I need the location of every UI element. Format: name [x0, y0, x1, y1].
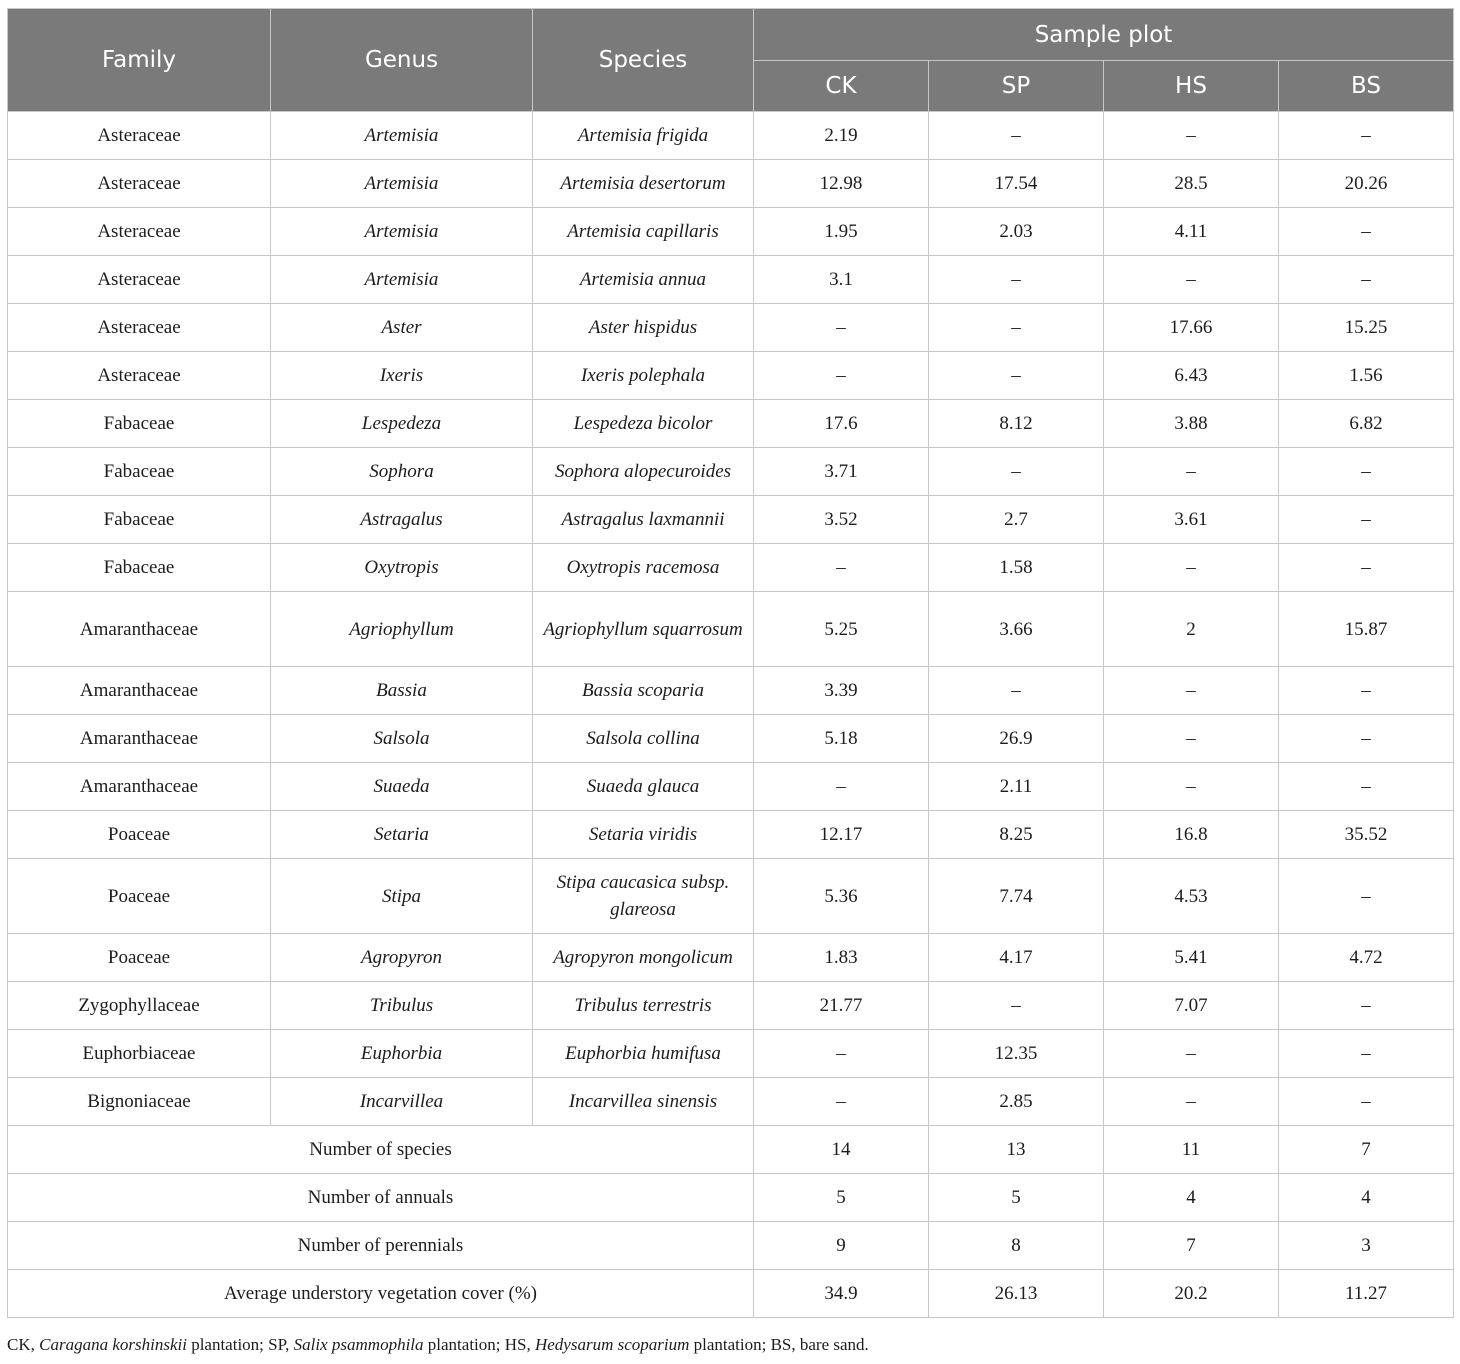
summary-label: Average understory vegetation cover (%) — [8, 1270, 754, 1318]
cell-species: Aster hispidus — [533, 304, 754, 352]
table-row — [8, 667, 1454, 715]
cell-genus: Bassia — [271, 667, 533, 715]
cell-hs: 4.11 — [1104, 208, 1279, 256]
cell-genus: Setaria — [271, 811, 533, 859]
cell-species: Agropyron mongolicum — [533, 934, 754, 982]
cell-bs: – — [1279, 715, 1454, 763]
table-row — [8, 112, 1454, 160]
cell-ck: 3.52 — [754, 496, 929, 544]
cell-species: Tribulus terrestris — [533, 982, 754, 1030]
cell-ck: 17.6 — [754, 400, 929, 448]
cell-species: Bassia scoparia — [533, 667, 754, 715]
cell-family: Fabaceae — [8, 496, 271, 544]
cell-species: Sophora alopecuroides — [533, 448, 754, 496]
cell-bs: – — [1279, 763, 1454, 811]
cell-sp: – — [929, 112, 1104, 160]
header-plot-ck: CK — [754, 61, 929, 112]
cell-sp: 2.85 — [929, 1078, 1104, 1126]
cell-family: Fabaceae — [8, 544, 271, 592]
cell-sp: 7.74 — [929, 859, 1104, 934]
cell-family: Poaceae — [8, 859, 271, 934]
cell-family: Asteraceae — [8, 208, 271, 256]
cell-sp: – — [929, 982, 1104, 1030]
summary-cell-sp: 13 — [929, 1126, 1104, 1174]
cell-genus: Artemisia — [271, 256, 533, 304]
cell-bs: – — [1279, 544, 1454, 592]
table-row — [8, 982, 1454, 1030]
cell-sp: 12.35 — [929, 1030, 1104, 1078]
cell-ck: – — [754, 763, 929, 811]
cell-genus: Salsola — [271, 715, 533, 763]
table-row — [8, 811, 1454, 859]
cell-ck: 3.39 — [754, 667, 929, 715]
cell-genus: Incarvillea — [271, 1078, 533, 1126]
cell-ck: 21.77 — [754, 982, 929, 1030]
header-plot-sp: SP — [929, 61, 1104, 112]
table-row — [8, 859, 1454, 934]
cell-hs: 6.43 — [1104, 352, 1279, 400]
cell-hs: – — [1104, 667, 1279, 715]
cell-hs: 7.07 — [1104, 982, 1279, 1030]
table-row — [8, 1030, 1454, 1078]
cell-species: Artemisia desertorum — [533, 160, 754, 208]
cell-genus: Euphorbia — [271, 1030, 533, 1078]
footnote-sp-species: Salix psammophila — [293, 1335, 424, 1354]
summary-cell-bs: 4 — [1279, 1174, 1454, 1222]
summary-row — [8, 1174, 1454, 1222]
cell-bs: – — [1279, 1078, 1454, 1126]
cell-genus: Tribulus — [271, 982, 533, 1030]
cell-bs: – — [1279, 256, 1454, 304]
cell-bs: – — [1279, 1030, 1454, 1078]
summary-label: Number of annuals — [8, 1174, 754, 1222]
cell-family: Asteraceae — [8, 112, 271, 160]
summary-row — [8, 1126, 1454, 1174]
summary-row — [8, 1270, 1454, 1318]
cell-hs: 3.88 — [1104, 400, 1279, 448]
cell-family: Amaranthaceae — [8, 715, 271, 763]
cell-bs: – — [1279, 667, 1454, 715]
table-footnote — [7, 1335, 1453, 1355]
cell-sp: – — [929, 667, 1104, 715]
cell-species: Artemisia annua — [533, 256, 754, 304]
cell-family: Amaranthaceae — [8, 592, 271, 667]
cell-bs: – — [1279, 112, 1454, 160]
cell-species: Stipa caucasica subsp. glareosa — [533, 859, 754, 934]
cell-bs: 4.72 — [1279, 934, 1454, 982]
cell-species: Suaeda glauca — [533, 763, 754, 811]
cell-family: Asteraceae — [8, 256, 271, 304]
cell-sp: 2.7 — [929, 496, 1104, 544]
summary-row — [8, 1222, 1454, 1270]
cell-family: Zygophyllaceae — [8, 982, 271, 1030]
header-species: Species — [533, 9, 754, 112]
cell-bs: – — [1279, 208, 1454, 256]
footnote-sp-rest: plantation; HS, — [423, 1335, 535, 1354]
cell-sp: 8.25 — [929, 811, 1104, 859]
summary-cell-ck: 9 — [754, 1222, 929, 1270]
cell-bs: 1.56 — [1279, 352, 1454, 400]
cell-ck: 3.71 — [754, 448, 929, 496]
cell-family: Fabaceae — [8, 448, 271, 496]
table-row — [8, 592, 1454, 667]
header-family: Family — [8, 9, 271, 112]
cell-species: Agriophyllum squarrosum — [533, 592, 754, 667]
cell-hs: – — [1104, 1030, 1279, 1078]
cell-species: Artemisia capillaris — [533, 208, 754, 256]
cell-family: Euphorbiaceae — [8, 1030, 271, 1078]
cell-ck: 3.1 — [754, 256, 929, 304]
cell-sp: 4.17 — [929, 934, 1104, 982]
cell-hs: 5.41 — [1104, 934, 1279, 982]
cell-genus: Astragalus — [271, 496, 533, 544]
footnote-hs-rest: plantation; BS, bare sand. — [689, 1335, 869, 1354]
cell-ck: – — [754, 1030, 929, 1078]
summary-cell-bs: 3 — [1279, 1222, 1454, 1270]
cell-species: Euphorbia humifusa — [533, 1030, 754, 1078]
summary-cell-hs: 7 — [1104, 1222, 1279, 1270]
summary-cell-bs: 11.27 — [1279, 1270, 1454, 1318]
summary-cell-ck: 14 — [754, 1126, 929, 1174]
cell-ck: 5.36 — [754, 859, 929, 934]
cell-ck: 12.98 — [754, 160, 929, 208]
cell-sp: – — [929, 304, 1104, 352]
cell-bs: 35.52 — [1279, 811, 1454, 859]
cell-genus: Oxytropis — [271, 544, 533, 592]
cell-ck: 5.18 — [754, 715, 929, 763]
cell-ck: – — [754, 1078, 929, 1126]
cell-hs: 3.61 — [1104, 496, 1279, 544]
table-row — [8, 715, 1454, 763]
cell-hs: – — [1104, 448, 1279, 496]
summary-cell-ck: 34.9 — [754, 1270, 929, 1318]
cell-family: Amaranthaceae — [8, 763, 271, 811]
cell-bs: 15.25 — [1279, 304, 1454, 352]
summary-label: Number of perennials — [8, 1222, 754, 1270]
cell-bs: – — [1279, 448, 1454, 496]
cell-ck: – — [754, 304, 929, 352]
cell-family: Bignoniaceae — [8, 1078, 271, 1126]
cell-ck: – — [754, 544, 929, 592]
cell-hs: 2 — [1104, 592, 1279, 667]
cell-hs: – — [1104, 763, 1279, 811]
summary-cell-sp: 26.13 — [929, 1270, 1104, 1318]
cell-species: Artemisia frigida — [533, 112, 754, 160]
cell-ck: 1.83 — [754, 934, 929, 982]
cell-hs: – — [1104, 715, 1279, 763]
cell-genus: Artemisia — [271, 208, 533, 256]
cell-ck: – — [754, 352, 929, 400]
cell-sp: 1.58 — [929, 544, 1104, 592]
cell-sp: 2.03 — [929, 208, 1104, 256]
species-cover-table — [7, 8, 1454, 1318]
cell-sp: 8.12 — [929, 400, 1104, 448]
table-row — [8, 160, 1454, 208]
table-row — [8, 934, 1454, 982]
cell-species: Ixeris polephala — [533, 352, 754, 400]
cell-sp: – — [929, 352, 1104, 400]
summary-cell-hs: 4 — [1104, 1174, 1279, 1222]
cell-bs: – — [1279, 496, 1454, 544]
cell-sp: – — [929, 256, 1104, 304]
cell-species: Astragalus laxmannii — [533, 496, 754, 544]
cell-family: Asteraceae — [8, 160, 271, 208]
summary-label: Number of species — [8, 1126, 754, 1174]
cell-genus: Suaeda — [271, 763, 533, 811]
cell-hs: 17.66 — [1104, 304, 1279, 352]
summary-cell-hs: 11 — [1104, 1126, 1279, 1174]
summary-cell-ck: 5 — [754, 1174, 929, 1222]
cell-genus: Artemisia — [271, 112, 533, 160]
footnote-hs-species: Hedysarum scoparium — [534, 1335, 690, 1354]
cell-species: Incarvillea sinensis — [533, 1078, 754, 1126]
cell-bs: 20.26 — [1279, 160, 1454, 208]
cell-sp: 2.11 — [929, 763, 1104, 811]
table-body — [8, 112, 1454, 1318]
table-row — [8, 304, 1454, 352]
species-table-container — [7, 8, 1453, 1318]
summary-cell-bs: 7 — [1279, 1126, 1454, 1174]
cell-family: Fabaceae — [8, 400, 271, 448]
cell-ck: 12.17 — [754, 811, 929, 859]
table-row — [8, 496, 1454, 544]
cell-species: Salsola collina — [533, 715, 754, 763]
summary-cell-sp: 5 — [929, 1174, 1104, 1222]
header-genus: Genus — [271, 9, 533, 112]
cell-genus: Aster — [271, 304, 533, 352]
cell-hs: 28.5 — [1104, 160, 1279, 208]
cell-genus: Lespedeza — [271, 400, 533, 448]
cell-hs: 16.8 — [1104, 811, 1279, 859]
header-sample-plot: Sample plot — [754, 9, 1454, 61]
footnote-ck-rest: plantation; SP, — [186, 1335, 294, 1354]
cell-species: Lespedeza bicolor — [533, 400, 754, 448]
cell-family: Poaceae — [8, 811, 271, 859]
table-row — [8, 400, 1454, 448]
cell-hs: – — [1104, 256, 1279, 304]
cell-genus: Sophora — [271, 448, 533, 496]
cell-family: Asteraceae — [8, 304, 271, 352]
cell-genus: Agropyron — [271, 934, 533, 982]
cell-hs: – — [1104, 544, 1279, 592]
cell-ck: 2.19 — [754, 112, 929, 160]
footnote-ck-abbr: CK, — [7, 1335, 40, 1354]
cell-genus: Artemisia — [271, 160, 533, 208]
cell-species: Setaria viridis — [533, 811, 754, 859]
cell-ck: 1.95 — [754, 208, 929, 256]
header-plot-hs: HS — [1104, 61, 1279, 112]
table-row — [8, 352, 1454, 400]
table-row — [8, 763, 1454, 811]
table-header — [8, 9, 1454, 112]
cell-bs: 6.82 — [1279, 400, 1454, 448]
cell-genus: Agriophyllum — [271, 592, 533, 667]
cell-bs: 15.87 — [1279, 592, 1454, 667]
cell-hs: – — [1104, 112, 1279, 160]
header-plot-bs: BS — [1279, 61, 1454, 112]
summary-cell-sp: 8 — [929, 1222, 1104, 1270]
cell-species: Oxytropis racemosa — [533, 544, 754, 592]
cell-family: Amaranthaceae — [8, 667, 271, 715]
cell-bs: – — [1279, 859, 1454, 934]
cell-genus: Stipa — [271, 859, 533, 934]
cell-genus: Ixeris — [271, 352, 533, 400]
cell-hs: – — [1104, 1078, 1279, 1126]
table-row — [8, 256, 1454, 304]
table-row — [8, 208, 1454, 256]
cell-sp: 26.9 — [929, 715, 1104, 763]
footnote-ck-species: Caragana korshinskii — [39, 1335, 187, 1354]
cell-bs: – — [1279, 982, 1454, 1030]
table-row — [8, 544, 1454, 592]
summary-cell-hs: 20.2 — [1104, 1270, 1279, 1318]
cell-sp: 17.54 — [929, 160, 1104, 208]
cell-sp: 3.66 — [929, 592, 1104, 667]
cell-family: Poaceae — [8, 934, 271, 982]
cell-family: Asteraceae — [8, 352, 271, 400]
cell-sp: – — [929, 448, 1104, 496]
table-row — [8, 448, 1454, 496]
cell-hs: 4.53 — [1104, 859, 1279, 934]
cell-ck: 5.25 — [754, 592, 929, 667]
table-row — [8, 1078, 1454, 1126]
